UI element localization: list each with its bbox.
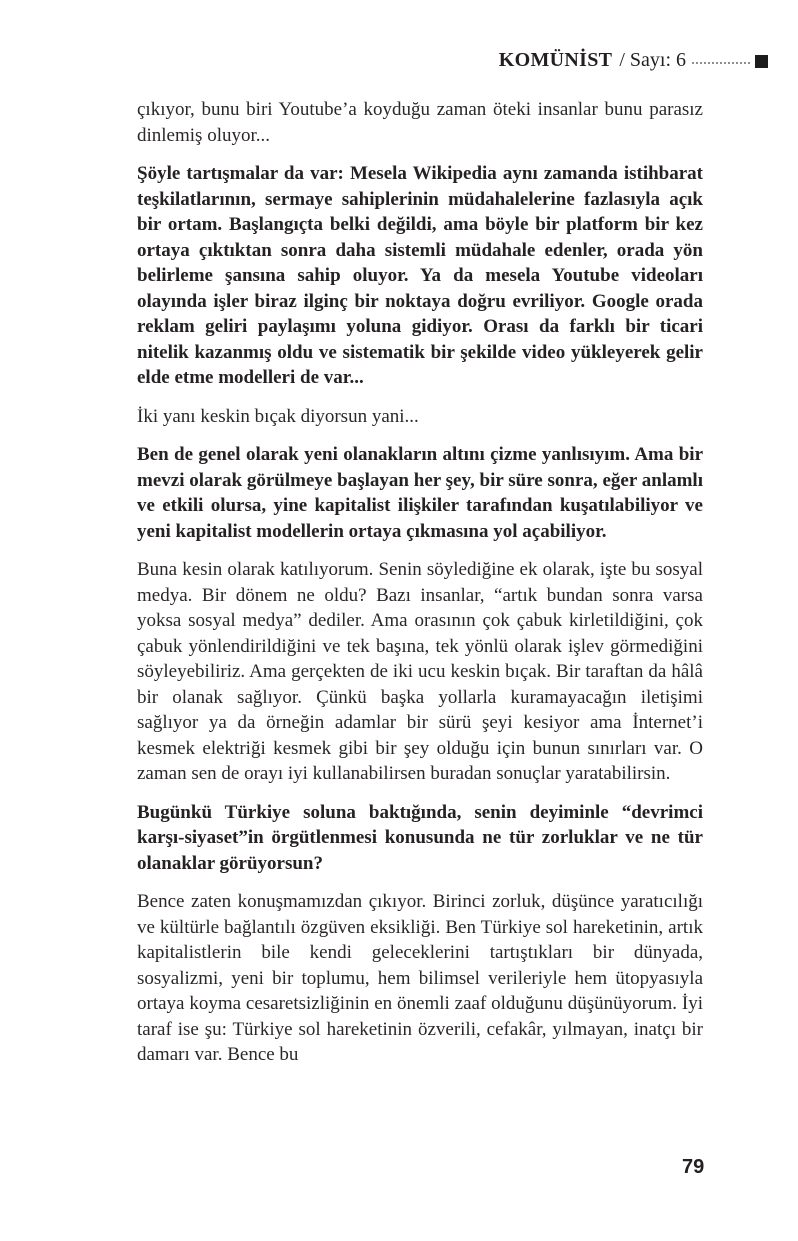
paragraph-answer-zorluklar: Bence zaten konuşmamızdan çıkıyor. Birinci zorluk, düşünce yaratıcılığı ve kültürle bağlantılı özgüven eksikliği. Ben Türkiye sol hareketinin, artık kapitalistlerin bile kendi geleceklerini tartıştıkları bir dünyada, sosyalizmi, yeni bir toplumu, hem bilimsel verileriyle hem ütopyasıyla ortaya koyma cesaretsizliğinin en önemli zaaf olduğunu düşünüyorum. İyi taraf ise şu: Türkiye sol hareketinin özverili, cefakâr, yılmayan, inatçı bir damarı var. Bence bu	[137, 891, 703, 1065]
paragraph-answer-keskin-bicak: İki yanı keskin bıçak diyorsun yani...	[137, 405, 419, 427]
paragraph-answer-sosyal-medya: Buna kesin olarak katılıyorum. Senin söylediğine ek olarak, işte bu sosyal medya. Bir dönem ne oldu? Bazı insanlar, “artık bundan sonra varsa yoksa sosyal medya” dediler. Ama orasının çok çabuk kirletildiğini, çok çabuk yönlendirildiğini ve tek başına, tek yönlü olarak işlev görmediğini söyleyebiliriz. Ama gerçekten de iki ucu keskin bıçak. Bir taraftan da hâlâ bir olanak sağlıyor. Çünkü başka yollarla kuramayacağın iletişimi sağlıyor ya da örneğin adamlar bir sürü şeyi kesiyor ama İnternet’i kesmek elektriği kesmek gibi bir şey olduğu için bunun sınırları var. O zaman sen de orayı iyi kullanabilirsen buradan sonuçlar yaratabilirsin.	[137, 559, 703, 784]
interview-text-column	[137, 97, 703, 1081]
header-square-icon	[755, 55, 768, 68]
paragraph-answer-continued: çıkıyor, bunu biri Youtube’a koyduğu zaman öteki insanlar bunu parasız dinlemiş oluyor...	[137, 99, 703, 146]
dotted-leader-line	[692, 62, 750, 64]
issue-label: / Sayı: 6	[619, 49, 686, 71]
paragraph-question-wikipedia: Şöyle tartışmalar da var: Mesela Wikipedia aynı zamanda istihbarat teşkilatlarının, sermaye sahiplerinin müdahalelerine fazlasıyla açık bir ortam. Başlangıçta belki değildi, ama böyle bir platform bir kez ortaya çıktıktan sonra daha sistemli müdahale edenler, orada yön belirleme şansına sahip oluyor. Ya da mesela Youtube videoları olayında işler biraz ilginç bir noktaya doğru evriliyor. Google orada reklam geliri paylaşımı yoluna gidiyor. Orası da farklı bir ticari nitelik kazanmış oldu ve sistematik bir şekilde video yükleyerek gelir elde etme modelleri de var...	[137, 163, 703, 388]
paragraph-question-turkiye-solu: Bugünkü Türkiye soluna baktığında, senin deyiminle “devrimci karşı-siyaset”in örgütlenmesi konusunda ne tür zorluklar ve ne tür olanaklar görüyorsun?	[137, 801, 703, 874]
page-number: 79	[682, 1156, 705, 1178]
paragraph-question-yeni-olanaklar: Ben de genel olarak yeni olanakların altını çizme yanlısıyım. Ama bir mevzi olarak görülmeye başlayan her şey, bir süre sonra, eğer anlamlı ve etkili olursa, yine kapitalist ilişkiler tarafından kuşatılabiliyor ve yeni kapitalist modellerin ortaya çıkmasına yol açabiliyor.	[137, 444, 703, 542]
journal-title: KOMÜNİST	[498, 49, 613, 71]
running-header	[499, 49, 768, 72]
